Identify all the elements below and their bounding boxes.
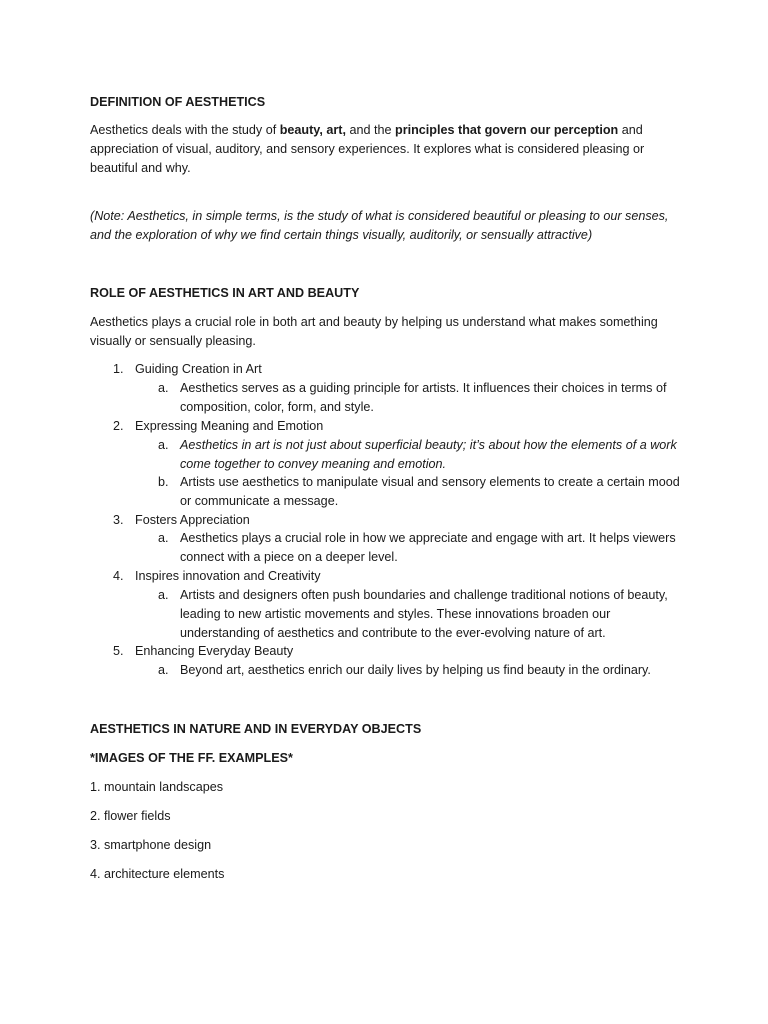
item-2a-text: Aesthetics in art is not just about superficial beauty; it’s about how the elements of a work come together to convey meaning and emotion. bbox=[180, 438, 677, 471]
item-4a-text: Artists and designers often push boundaries and challenge traditional notions of beauty, leading to new artistic movements and styles. These innovations broaden our understanding of aesthetics and contribute to the ever-evolving nature of art. bbox=[180, 588, 668, 640]
example-item: 4. architecture elements bbox=[90, 867, 225, 881]
item-4a-letter: a. bbox=[158, 588, 169, 602]
item-2b-text: Artists use aesthetics to manipulate visual and sensory elements to create a certain mood or communicate a message. bbox=[180, 475, 680, 508]
example-item: 3. smartphone design bbox=[90, 838, 212, 852]
item-3a-text: Aesthetics plays a crucial role in how we appreciate and engage with art. It helps viewers connect with a piece on a deeper level. bbox=[180, 531, 676, 564]
heading-definition: DEFINITION OF AESTHETICS bbox=[90, 95, 266, 109]
item-2a-letter: a. bbox=[158, 438, 169, 452]
heading-role: ROLE OF AESTHETICS IN ART AND BEAUTY bbox=[90, 286, 360, 300]
example-item: 2. flower fields bbox=[90, 809, 171, 823]
definition-text-e: and appreciation of visual, auditory, and sensory experiences. It explores what is considered pleasing or beautiful and why. bbox=[90, 123, 645, 175]
item-5a-text: Beyond art, aesthetics enrich our daily lives by helping us find beauty in the ordinary. bbox=[180, 663, 651, 677]
item-3-title: Fosters Appreciation bbox=[135, 513, 250, 527]
item-5a-letter: a. bbox=[158, 663, 169, 677]
item-4-title: Inspires innovation and Creativity bbox=[135, 569, 321, 583]
definition-text-c: and the bbox=[345, 123, 396, 137]
item-2b-letter: b. bbox=[158, 475, 169, 489]
item-3a-letter: a. bbox=[158, 531, 169, 545]
item-4-number: 4. bbox=[113, 569, 124, 583]
item-1a-letter: a. bbox=[158, 381, 169, 395]
item-1a-text: Aesthetics serves as a guiding principle for artists. It influences their choices in terms of composition, color, form, and style. bbox=[180, 381, 667, 414]
images-subheading: *IMAGES OF THE FF. EXAMPLES* bbox=[90, 751, 293, 765]
item-1-number: 1. bbox=[113, 362, 124, 376]
item-2-title: Expressing Meaning and Emotion bbox=[135, 419, 324, 433]
definition-note: (Note: Aesthetics, in simple terms, is the study of what is considered beautiful or pleasing to our senses, and the exploration of why we find certain things visually, auditorily, or sensually attractive) bbox=[90, 209, 669, 242]
item-5-title: Enhancing Everyday Beauty bbox=[135, 644, 294, 658]
definition-text-b: beauty, art, bbox=[279, 123, 346, 137]
heading-nature: AESTHETICS IN NATURE AND IN EVERYDAY OBJECTS bbox=[90, 722, 422, 736]
item-3-number: 3. bbox=[113, 513, 124, 527]
definition-paragraph bbox=[90, 121, 680, 177]
item-1-title: Guiding Creation in Art bbox=[135, 362, 262, 376]
definition-text-d: principles that govern our perception bbox=[395, 123, 619, 137]
definition-text-a: Aesthetics deals with the study of bbox=[90, 123, 280, 137]
example-item: 1. mountain landscapes bbox=[90, 780, 224, 794]
item-5-number: 5. bbox=[113, 644, 124, 658]
role-intro: Aesthetics plays a crucial role in both art and beauty by helping us understand what makes something visually or sensually pleasing. bbox=[90, 315, 658, 348]
item-2-number: 2. bbox=[113, 419, 124, 433]
